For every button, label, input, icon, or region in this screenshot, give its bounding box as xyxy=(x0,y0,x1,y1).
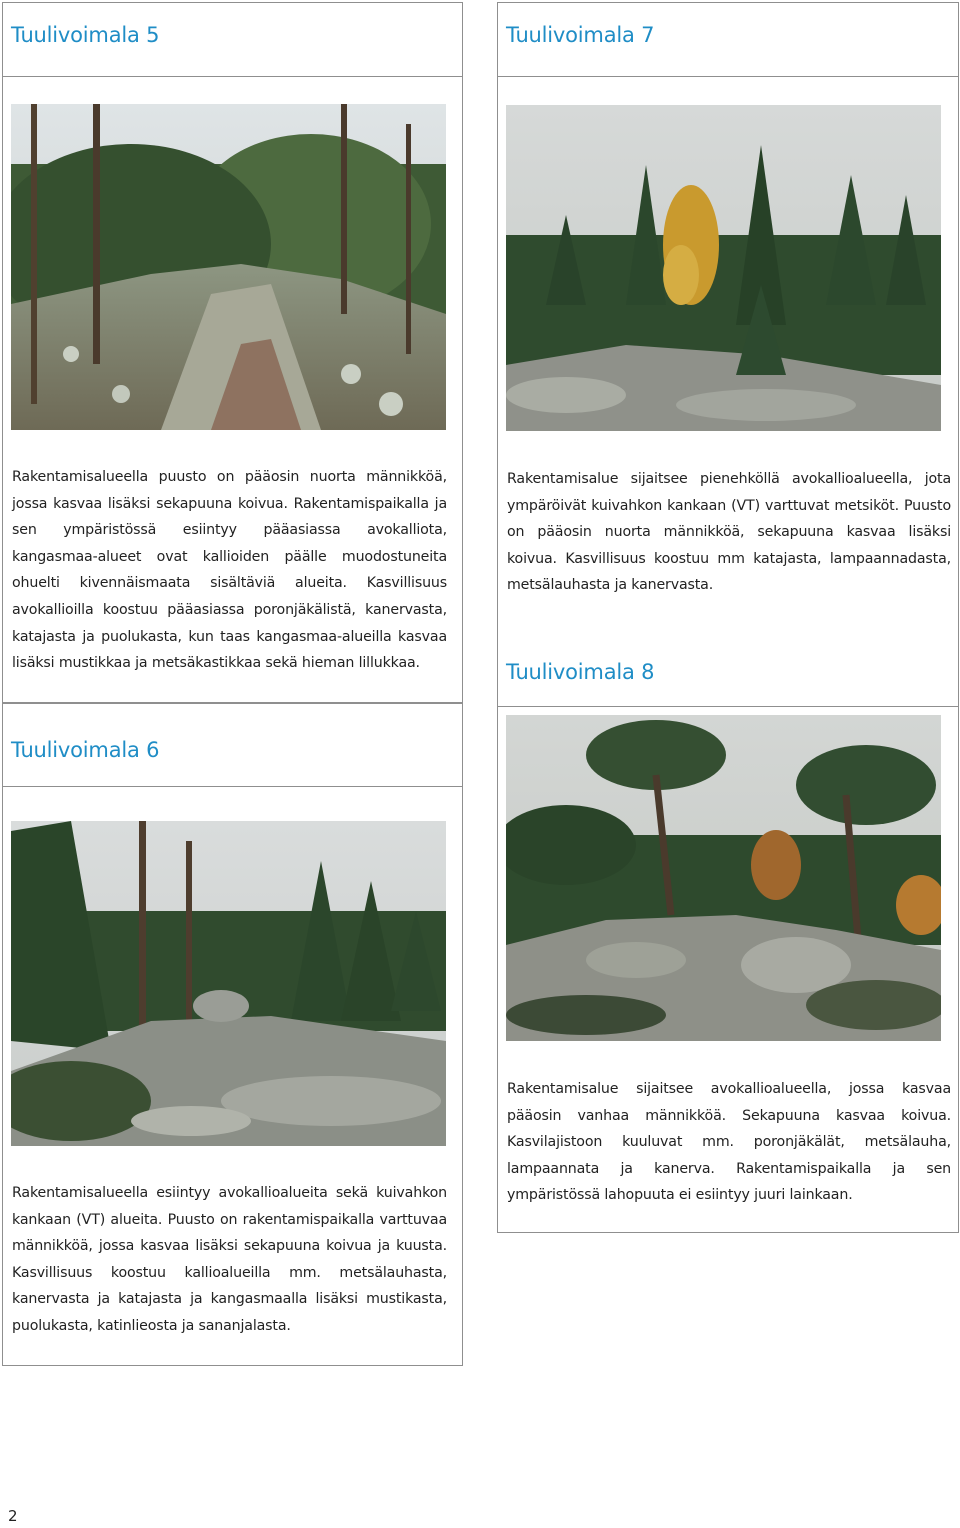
section-title: Tuulivoimala 8 xyxy=(506,660,655,684)
section-description: Rakentamisalue sijaitsee avokallioalueella, jossa kasvaa pääosin vanhaa männikköä. Sekapuuna kasvaa koivua. Kasvilajistoon kuuluvat mm. poronjäkälät, metsälauha, lampaannata ja kanerva. Rakentamispaikalla ja sen ympäristössä lahopuuta ei esiintyy juuri lainkaan. xyxy=(507,1081,951,1204)
section-description: Rakentamisalueella puusto on pääosin nuorta männikköä, jossa kasvaa lisäksi sekapuuna koivua. Rakentamispaikalla ja sen ympäristössä esiintyy pääasiassa avokalliota, kangasmaa-alueet ovat kallioiden päälle muodostuneita ohuelti kivennäismaata sisältäviä alueita. Kasvillisuus avokallioilla koostuu pääasiassa poronjäkälistä, kanervasta, katajasta ja puolukasta, kun taas kangasmaa-alueilla kasvaa lisäksi mustikkaa ja metsäkastikkaa sekä hieman lillukkaa. xyxy=(12,469,447,672)
section-tuulivoimala-7-8 xyxy=(497,2,959,1233)
divider xyxy=(498,76,958,77)
divider xyxy=(3,76,462,77)
site-photo-spruce-rock xyxy=(11,821,446,1146)
section-tuulivoimala-6 xyxy=(2,703,463,1366)
section-title: Tuulivoimala 6 xyxy=(11,738,160,762)
site-photo-birch-rock xyxy=(506,105,941,431)
site-photo-forest-rock xyxy=(11,104,446,430)
section-description: Rakentamisalueella esiintyy avokallioalueita sekä kuivahkon kankaan (VT) alueita. Puusto on rakentamispaikalla varttuvaa männikköä, jossa kasvaa lisäksi sekapuuna koivua ja kuusta. Kasvillisuus koostuu kallioalueilla mm. metsälauhasta, kanervasta ja katajasta ja kangasmaalla lisäksi mustikasta, puolukasta, katinlieosta ja sananjalasta. xyxy=(12,1185,447,1334)
section-description: Rakentamisalue sijaitsee pienehköllä avokallioalueella, jota ympäröivät kuivahkon kankaan (VT) varttuvat metsiköt. Puusto on pääosin nuorta männikköä, sekapuuna kasvaa lisäksi koivua. Kasvillisuus koostuu mm katajasta, lampaannadasta, metsälauhasta ja kanervasta. xyxy=(507,471,951,594)
divider xyxy=(498,706,958,707)
site-photo-old-pine-rock xyxy=(506,715,941,1041)
section-title: Tuulivoimala 5 xyxy=(11,23,160,47)
page-number: 2 xyxy=(8,1507,18,1525)
section-tuulivoimala-5 xyxy=(2,2,463,703)
section-title: Tuulivoimala 7 xyxy=(506,23,655,47)
divider xyxy=(3,786,462,787)
